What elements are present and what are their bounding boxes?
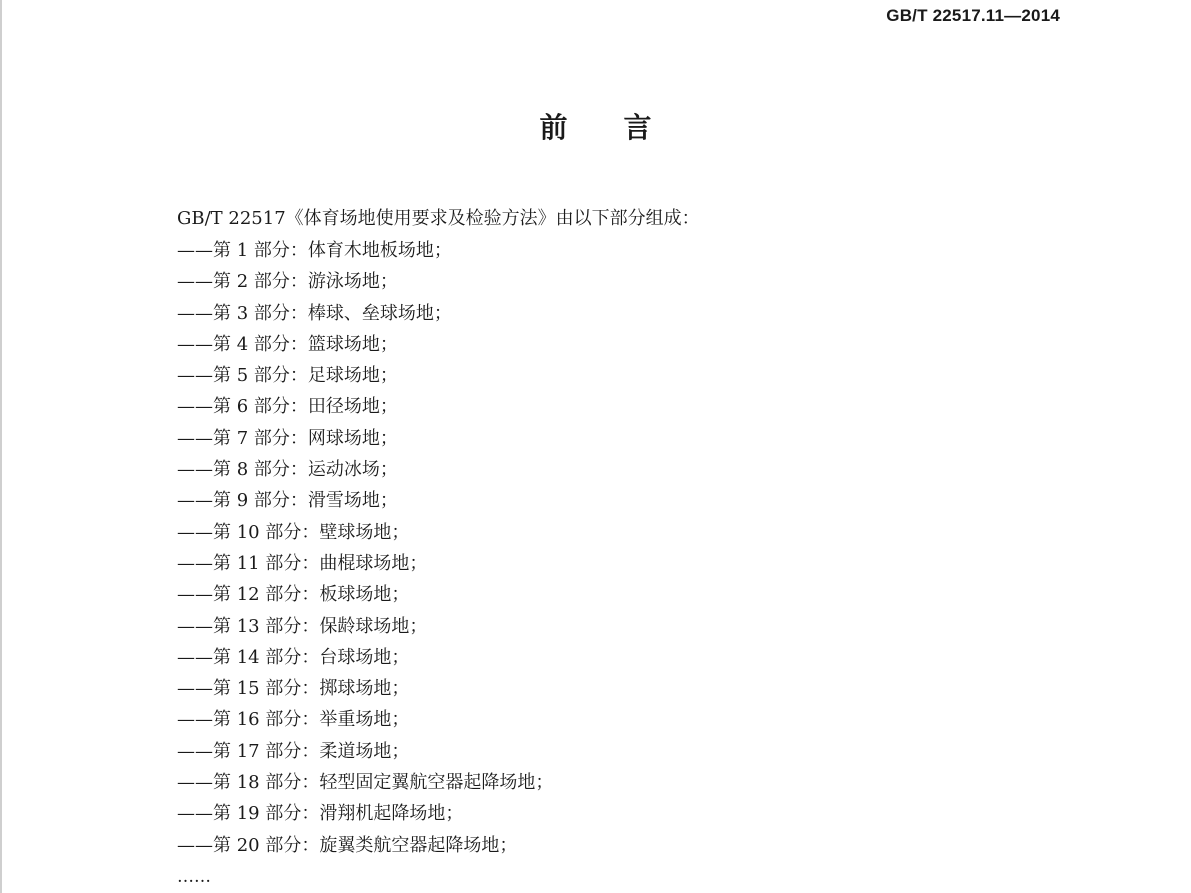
list-item: ——第 17 部分：柔道场地；: [177, 740, 410, 762]
list-item: ——第 5 部分：足球场地；: [177, 365, 398, 387]
list-item: ——第 13 部分：保龄球场地；: [177, 615, 428, 637]
list-item: ——第 3 部分：棒球、垒球场地；: [177, 302, 452, 324]
intro-paragraph: GB/T 22517《体育场地使用要求及检验方法》由以下部分组成：: [177, 208, 700, 229]
continuation-ellipsis: ……: [177, 867, 211, 887]
page-title: 前 言: [539, 111, 652, 144]
list-item: ——第 1 部分：体育木地板场地；: [177, 240, 452, 261]
list-item: ——第 11 部分：曲棍球场地；: [177, 552, 428, 574]
list-item: ——第 14 部分：台球场地；: [177, 646, 410, 668]
list-item: ——第 8 部分：运动冰场；: [177, 459, 398, 481]
list-item: ——第 4 部分：篮球场地；: [177, 333, 398, 355]
list-item: ——第 16 部分：举重场地；: [177, 709, 410, 731]
list-item: ——第 15 部分：掷球场地；: [177, 678, 410, 700]
list-item: ——第 20 部分：旋翼类航空器起降场地；: [177, 834, 518, 856]
list-item: ——第 18 部分：轻型固定翼航空器起降场地；: [177, 772, 554, 794]
list-item: ——第 12 部分：板球场地；: [177, 584, 410, 606]
list-item: ——第 7 部分：网球场地；: [177, 427, 398, 449]
list-item: ——第 19 部分：滑翔机起降场地；: [177, 803, 464, 825]
list-item: ——第 2 部分：游泳场地；: [177, 271, 398, 293]
standard-number: GB/T 22517.11—2014: [886, 6, 1060, 25]
list-item: ——第 10 部分：壁球场地；: [177, 521, 410, 543]
parts-list: [177, 235, 553, 861]
list-item: ——第 6 部分：田径场地；: [177, 396, 398, 418]
list-item: ——第 9 部分：滑雪场地；: [177, 490, 398, 512]
